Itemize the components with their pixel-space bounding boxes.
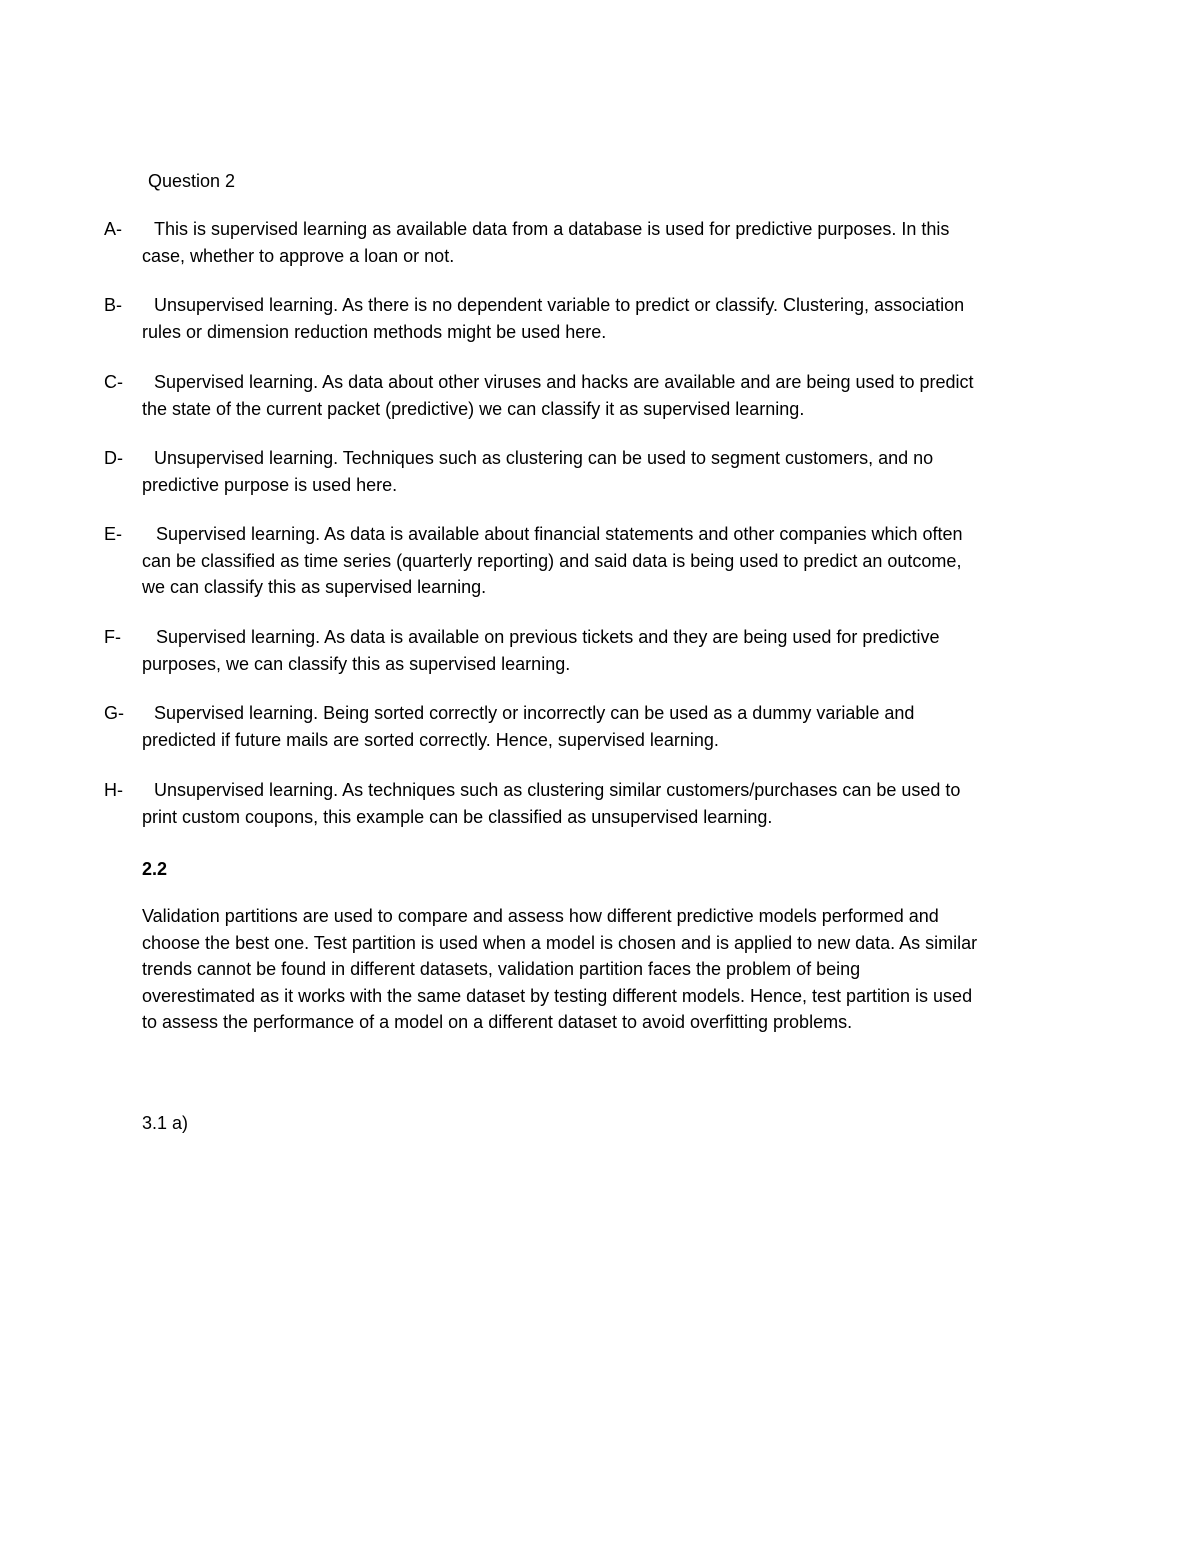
answer-letter: C-: [104, 372, 123, 392]
answer-text: This is supervised learning as available data from a database is used for predictive purposes. In this case, whether to approve a loan or not.: [142, 219, 950, 266]
section-paragraph: Validation partitions are used to compare and assess how different predictive models performed and choose the best one. Test partition is used when a model is chosen and is applied to new data. As similar trends cannot be found in different datasets, validation partition faces the problem of being overestimated as it works with the same dataset by testing different models. Hence, test partition is used to assess the performance of a model on a different dataset to avoid overfitting problems.: [142, 906, 978, 1032]
answer-text: Supervised learning. As data is available about financial statements and other companies which often can be classified as time series (quarterly reporting) and said data is being used to predict an outcome, we can classify this as supervised learning.: [142, 524, 963, 597]
answer-letter: E-: [104, 524, 122, 544]
page-title: Question 2: [148, 171, 236, 191]
answer-letter: A-: [104, 219, 122, 239]
answer-letter: D-: [104, 448, 123, 468]
answer-text: Supervised learning. Being sorted correctly or incorrectly can be used as a dummy variable and predicted if future mails are sorted correctly. Hence, supervised learning.: [142, 703, 915, 750]
answer-text: Supervised learning. As data is available on previous tickets and they are being used for predictive purposes, we can classify this as supervised learning.: [142, 627, 940, 674]
answer-text: Unsupervised learning. Techniques such as clustering can be used to segment customers, and no predictive purpose is used here.: [142, 448, 934, 495]
answer-letter: H-: [104, 780, 123, 800]
subsection-label: 3.1 a): [142, 1113, 189, 1133]
section-heading: 2.2: [142, 859, 168, 879]
answer-text: Unsupervised learning. As techniques such as clustering similar customers/purchases can be used to print custom coupons, this example can be classified as unsupervised learning.: [142, 780, 961, 827]
answer-letter: B-: [104, 295, 122, 315]
answer-letter: F-: [104, 627, 121, 647]
answer-text: Unsupervised learning. As there is no dependent variable to predict or classify. Clustering, association rules or dimension reduction methods might be used here.: [142, 295, 965, 342]
answer-text: Supervised learning. As data about other viruses and hacks are available and are being used to predict the state of the current packet (predictive) we can classify it as supervised learning.: [142, 372, 974, 419]
answer-letter: G-: [104, 703, 124, 723]
